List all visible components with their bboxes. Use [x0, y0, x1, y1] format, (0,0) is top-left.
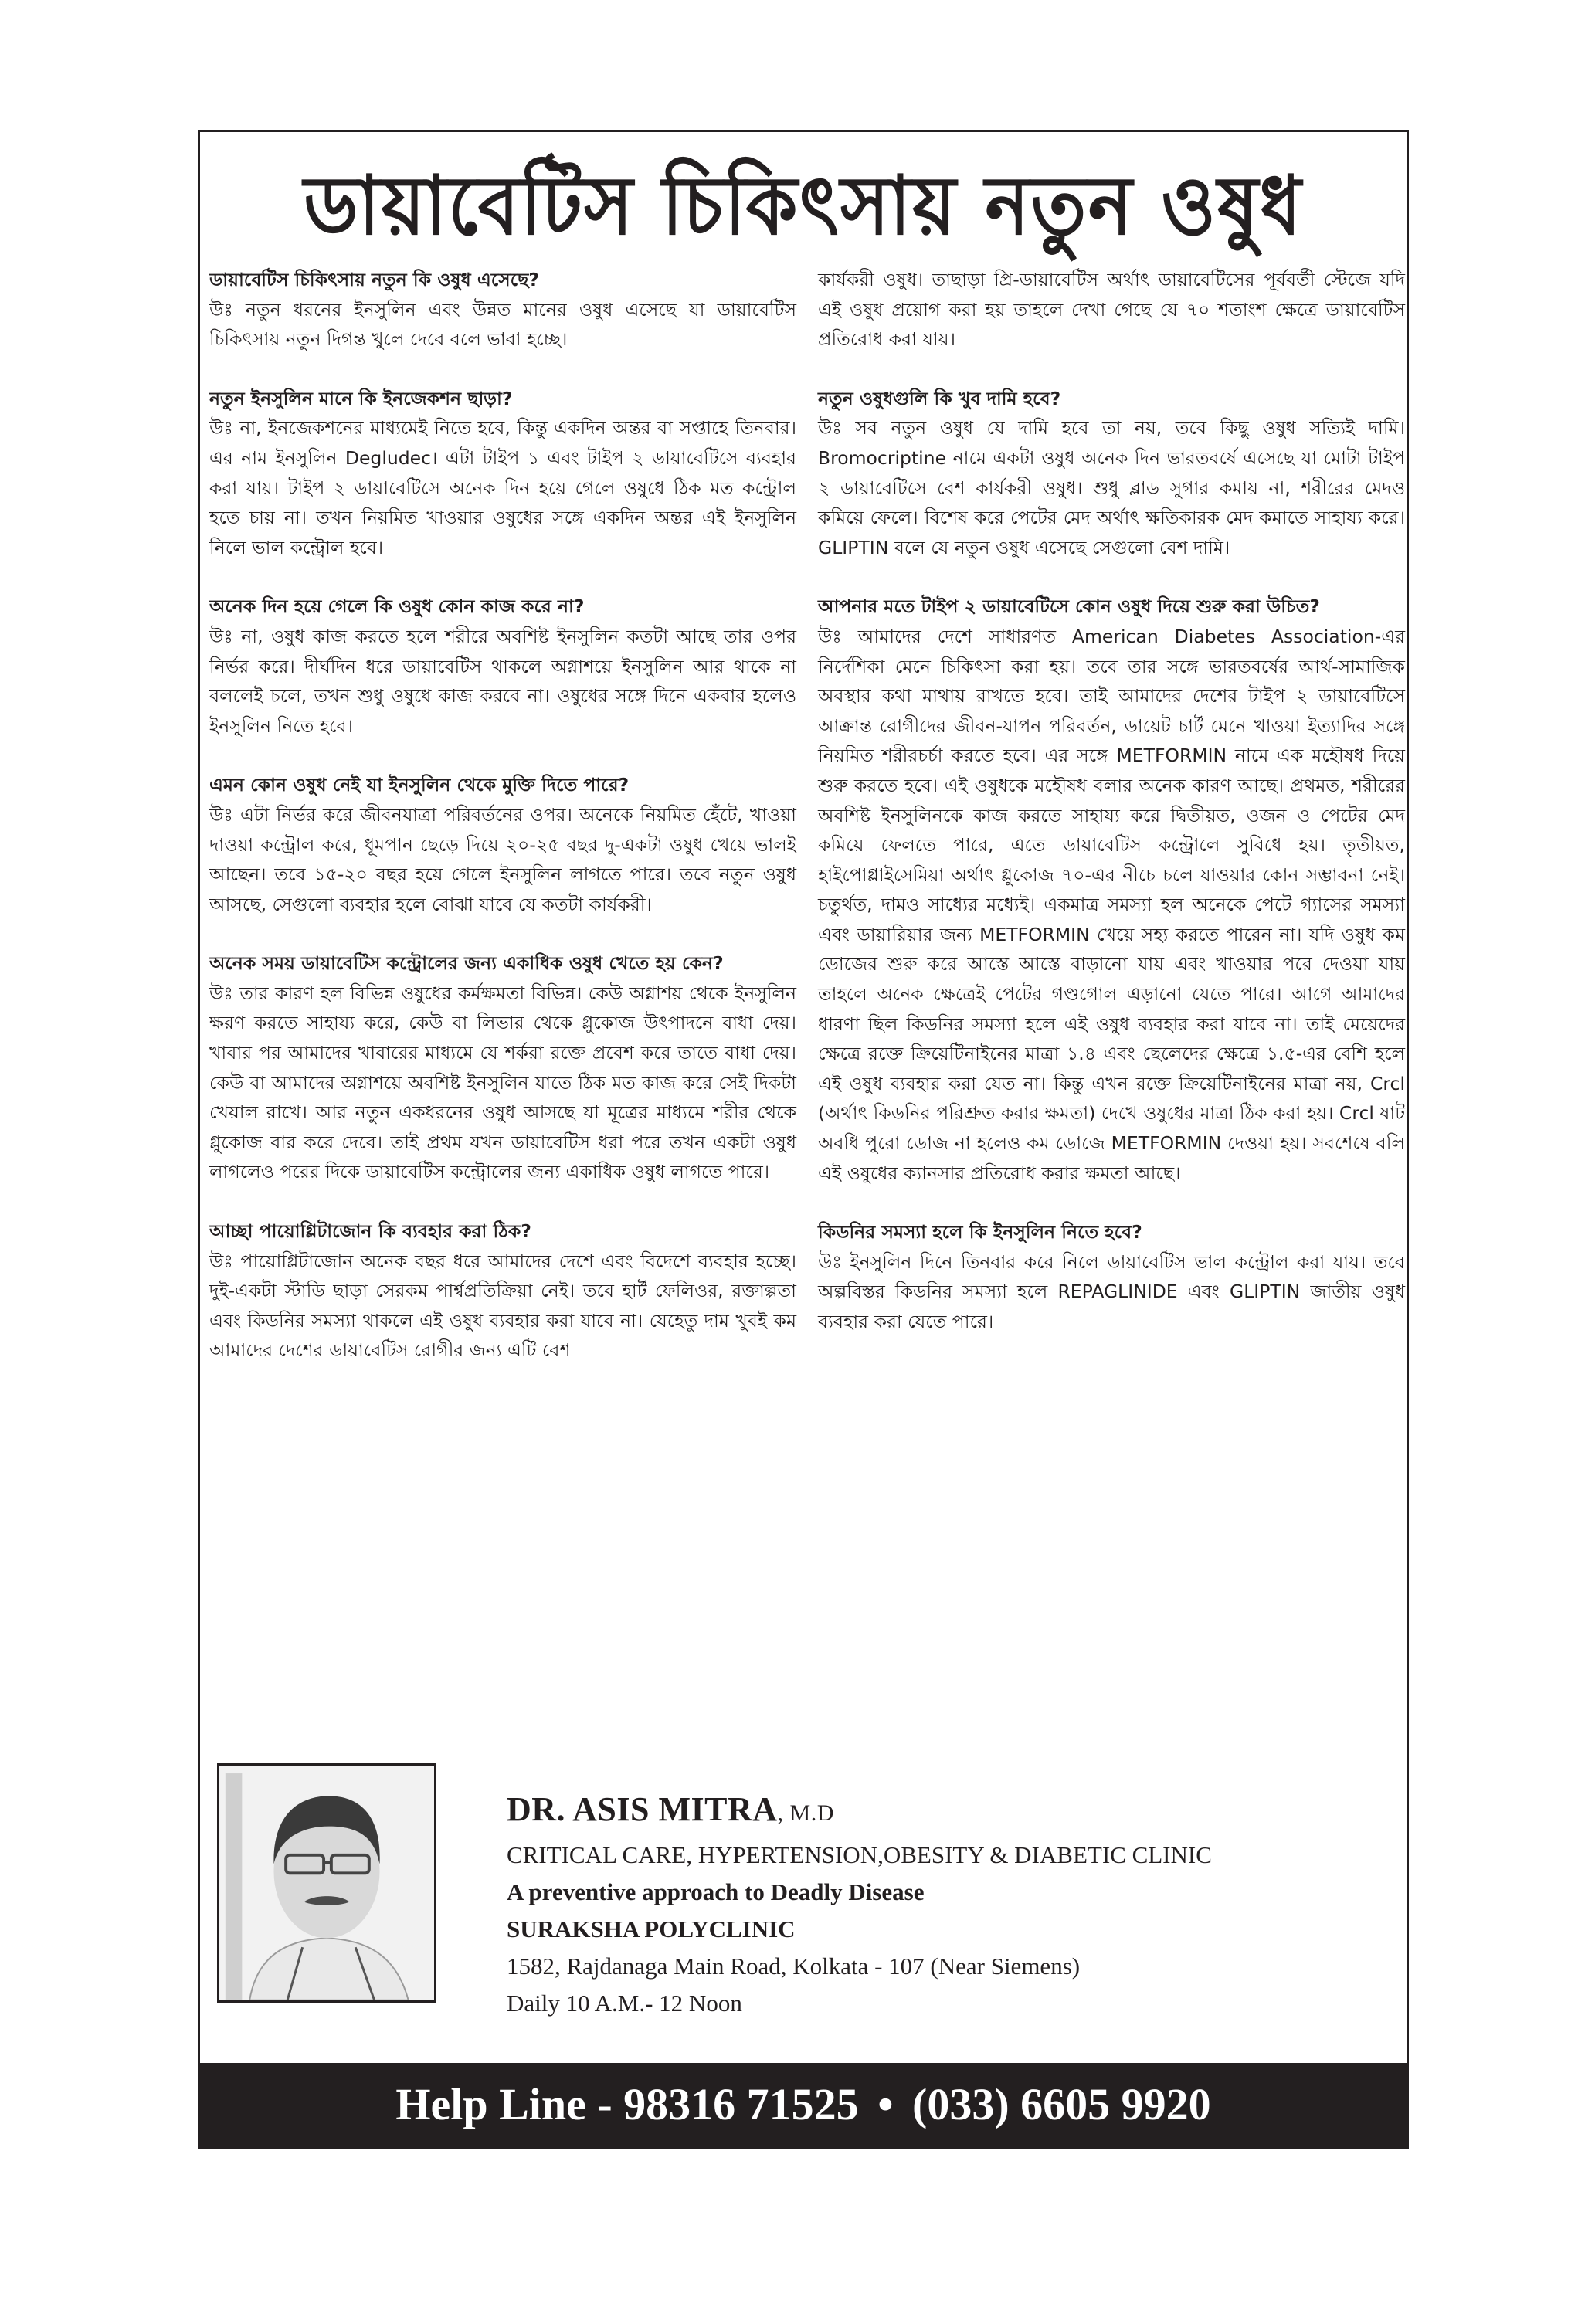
question: ডায়াবেটিস চিকিৎসায় নতুন কি ওষুধ এসেছে? — [209, 269, 539, 290]
qa-item — [818, 384, 1405, 563]
qa-item — [209, 1216, 796, 1366]
right-column — [818, 265, 1405, 1366]
qa-item — [209, 265, 796, 355]
doctor-name-line — [507, 1786, 1212, 1837]
clinic-tagline: A preventive approach to Deadly Disease — [507, 1878, 925, 1905]
answer: উঃ না, ইনজেকশনের মাধ্যমেই নিতে হবে, কিন্তু একদিন অন্তর বা সপ্তাহে তিনবার। এর নাম ইনসুলিন Degludec। এটা টাইপ ১ এবং টাইপ ২ ডায়াবেটিসে ব্যবহার করা যায়। টাইপ ২ ডায়াবেটিসে অনেক দিন হয়ে গেলে ওষুধে ঠিক মত কন্ট্রোল হতে চায় না। তখন নিয়মিত খাওয়ার ওষুধের সঙ্গে একদিন অন্তর এই ইনসুলিন নিলে ভাল কন্ট্রোল হবে। — [209, 417, 796, 558]
qa-item — [209, 384, 796, 563]
question: এমন কোন ওষুধ নেই যা ইনসুলিন থেকে মুক্তি দিতে পারে? — [209, 774, 630, 796]
qa-item — [209, 592, 796, 741]
answer: উঃ তার কারণ হল বিভিন্ন ওষুধের কর্মক্ষমতা বিভিন্ন। কেউ অগ্নাশয় থেকে ইনসুলিন ক্ষরণ করতে সাহায্য করে, কেউ বা লিভার থেকে গ্লুকোজ উৎপাদনে বাধা দেয়। খাবার পর আমাদের খাবারের মাধ্যমে যে শর্করা রক্তে প্রবেশ করে তাতে বাধা দেয়। কেউ বা আমাদের অগ্নাশয়ে অবশিষ্ট ইনসুলিন যাতে ঠিক মত কাজ করে সেই দিকটা খেয়াল রাখে। আর নতুন একধরনের ওষুধ আসছে যা মূত্রের মাধ্যমে শরীর থেকে গ্লুকোজ বার করে দেবে। তাই প্রথম যখন ডায়াবেটিস ধরা পরে তখন একটা ওষুধ লাগলেও পরের দিকে ডায়াবেটিস কন্ট্রোলের জন্য একাধিক ওষুধ লাগতে পারে। — [209, 982, 796, 1183]
answer: উঃ সব নতুন ওষুধ যে দামি হবে তা নয়, তবে কিছু ওষুধ সত্যিই দামি। Bromocriptine নামে একটা ওষুধ অনেক দিন ভারতবর্ষে এসেছে যা মোটা টাইপ ২ ডায়াবেটিসে বেশ কার্যকরী ওষুধ। শুধু ব্লাড সুগার কমায় না, শরীরের মেদও কমিয়ে ফেলে। বিশেষ করে পেটের মেদ অর্থাৎ ক্ষতিকারক মেদ কমাতে সাহায্য করে। GLIPTIN বলে যে নতুন ওষুধ এসেছে সেগুলো বেশ দামি। — [818, 417, 1405, 558]
question: নতুন ওষুধগুলি কি খুব দামি হবে? — [818, 387, 1061, 409]
doctor-name: DR. ASIS MITRA — [507, 1790, 778, 1828]
clinic-hours: Daily 10 A.M.- 12 Noon — [507, 1990, 742, 2017]
clinic-name: SURAKSHA POLYCLINIC — [507, 1915, 796, 1942]
answer: কার্যকরী ওষুধ। তাছাড়া প্রি-ডায়াবেটিস অর্থাৎ ডায়াবেটিসের পূর্ববর্তী স্টেজে যদি এই ওষুধ প্রয়োগ করা হয় তাহলে দেখা গেছে যে ৭০ শতাংশ ক্ষেত্রে ডায়াবেটিস প্রতিরোধ করা যায়। — [818, 269, 1405, 351]
answer: উঃ ইনসুলিন দিনে তিনবার করে নিলে ডায়াবেটিস ভাল কন্ট্রোল করা যায়। তবে অল্পবিস্তর কিডনির সমস্যা হলে REPAGLINIDE এবং GLIPTIN জাতীয় ওষুধ ব্যবহার করা যেতে পারে। — [818, 1250, 1405, 1332]
doctor-info — [507, 1786, 1212, 2022]
qa-item — [209, 948, 796, 1187]
answer: উঃ পায়োগ্লিটাজোন অনেক বছর ধরে আমাদের দেশে এবং বিদেশে ব্যবহার হচ্ছে। দুই-একটা স্টাডি ছাড়া সেরকম পার্শ্বপ্রতিক্রিয়া নেই। তবে হার্ট ফেলিওর, রক্তাল্পতা এবং কিডনির সমস্যা থাকলে এই ওষুধ ব্যবহার করা যাবে না। যেহেতু দাম খুবই কম আমাদের দেশের ডায়াবেটিস রোগীর জন্য এটি বেশ — [209, 1250, 796, 1362]
question: আপনার মতে টাইপ ২ ডায়াবেটিসে কোন ওষুধ দিয়ে শুরু করা উচিত? — [818, 595, 1320, 618]
helpline-secondary: (033) 6605 9920 — [912, 2079, 1211, 2129]
qa-item — [209, 770, 796, 919]
left-column — [209, 265, 796, 1395]
question: অনেক দিন হয়ে গেলে কি ওষুধ কোন কাজ করে না? — [209, 595, 585, 618]
helpline-bar — [200, 2063, 1407, 2146]
answer: উঃ আমাদের দেশে সাধারণত American Diabetes Association-এর নির্দেশিকা মেনে চিকিৎসা করা হয়। তবে তার সঙ্গে ভারতবর্ষের আর্থ-সামাজিক অবস্থার কথা মাথায় রাখতে হবে। তাই আমাদের দেশের টাইপ ২ ডায়াবেটিসে আক্রান্ত রোগীদের জীবন-যাপন পরিবর্তন, ডায়েট চার্ট মেনে খাওয়া ইত্যাদির সঙ্গে নিয়মিত শরীরচর্চা করতে হবে। এর সঙ্গে METFORMIN নামে এক মহৌষধ দিয়ে শুরু করতে হবে। এই ওষুধকে মহৌষধ বলার অনেক কারণ আছে। প্রথমত, শরীরের অবশিষ্ট ইনসুলিনকে কাজ করতে সাহায্য করে দ্বিতীয়ত, ওজন ও পেটের মেদ কমিয়ে ফেলতে পারে, এতে ডায়াবেটিস কন্ট্রোলে সুবিধে হয়। তৃতীয়ত, হাইপোগ্লাইসেমিয়া অর্থাৎ গ্লুকোজ ৭০-এর নীচে চলে যাওয়ার কোন সম্ভাবনা নেই। চতুর্থত, দামও সাধ্যের মধ্যেই। একমাত্র সমস্যা হল অনেকে পেটে গ্যাসের সমস্যা এবং ডায়ারিয়ার জন্য METFORMIN খেয়ে সহ্য করতে পারেন না। যদি ওষুধ কম ডোজের শুরু করে আস্তে আস্তে বাড়ানো যায় এবং খাওয়ার পরে দেওয়া যায় তাহলে অনেক ক্ষেত্রেই পেটের গণ্ডগোল এড়ানো যেতে পারে। আগে আমাদের ধারণা ছিল কিডনির সমস্যা হলে এই ওষুধ ব্যবহার করা যাবে না। তাই মেয়েদের ক্ষেত্রে রক্তে ক্রিয়েটিনাইনের মাত্রা ১.৪ এবং ছেলেদের ক্ষেত্রে ১.৫-এর বেশি হলে এই ওষুধ ব্যবহার করা যেত না। কিন্তু এখন রক্তে ক্রিয়েটিনাইনের মাত্রা নয়, Crcl (অর্থাৎ কিডনির পরিশ্রুত করার ক্ষমতা) দেখে ওষুধের মাত্রা ঠিক করা হয়। Crcl ষাট অবধি পুরো ডোজ না হলেও কম ডোজে METFORMIN দেওয়া হয়। সবশেষে বলি এই ওষুধের ক্যানসার প্রতিরোধ করার ক্ষমতা আছে। — [818, 625, 1405, 1184]
answer: উঃ নতুন ধরনের ইনসুলিন এবং উন্নত মানের ওষুধ এসেছে যা ডায়াবেটিস চিকিৎসায় নতুন দিগন্ত খুলে দেবে বলে ভাবা হচ্ছে। — [209, 298, 796, 351]
clinic-specialty: CRITICAL CARE, HYPERTENSION,OBESITY & DIABETIC CLINIC — [507, 1841, 1212, 1868]
answer: উঃ এটা নির্ভর করে জীবনযাত্রা পরিবর্তনের ওপর। অনেকে নিয়মিত হেঁটে, খাওয়া দাওয়া কন্ট্রোল করে, ধূমপান ছেড়ে দিয়ে ২০-২৫ বছর দু-একটা ওষুধ খেয়ে ভালই আছেন। তবে ১৫-২০ বছর হয়ে গেলে ইনসুলিন লাগতে পারে। তবে নতুন ওষুধ আসছে, সেগুলো ব্যবহার হলে বোঝা যাবে যে কতটা কার্যকরী। — [209, 803, 796, 915]
answer: উঃ না, ওষুধ কাজ করতে হলে শরীরে অবশিষ্ট ইনসুলিন কতটা আছে তার ওপর নির্ভর করে। দীর্ঘদিন ধরে ডায়াবেটিস থাকলে অগ্নাশয়ে ইনসুলিন আর থাকে না বললেই চলে, তখন শুধু ওষুধে কাজ করবে না। ওষুধের সঙ্গে দিনে একবার হলেও ইনসুলিন নিতে হবে। — [209, 625, 796, 737]
question: নতুন ইনসুলিন মানে কি ইনজেকশন ছাড়া? — [209, 387, 513, 409]
doctor-profile — [209, 1763, 1399, 2018]
advertisement-frame — [198, 130, 1409, 2149]
helpline-primary: Help Line - 98316 71525 — [395, 2079, 859, 2129]
bullet-separator-icon: • — [877, 2079, 894, 2129]
qa-item-continued — [818, 265, 1405, 355]
doctor-photo — [217, 1763, 436, 2003]
clinic-address: 1582, Rajdanaga Main Road, Kolkata - 107 (Near Siemens) — [507, 1952, 1081, 1980]
qa-item — [818, 1217, 1405, 1336]
doctor-degree: , M.D — [777, 1800, 834, 1826]
portrait-image — [219, 1766, 434, 2000]
qa-item — [818, 592, 1405, 1188]
question: অনেক সময় ডায়াবেটিস কন্ট্রোলের জন্য একাধিক ওষুধ খেতে হয় কেন? — [209, 952, 724, 975]
question: আচ্ছা পায়োগ্লিটাজোন কি ব্যবহার করা ঠিক? — [209, 1220, 531, 1243]
question: কিডনির সমস্যা হলে কি ইনসুলিন নিতে হবে? — [818, 1221, 1142, 1243]
article-title: ডায়াবেটিস চিকিৎসায় নতুন ওষুধ — [304, 158, 1303, 253]
